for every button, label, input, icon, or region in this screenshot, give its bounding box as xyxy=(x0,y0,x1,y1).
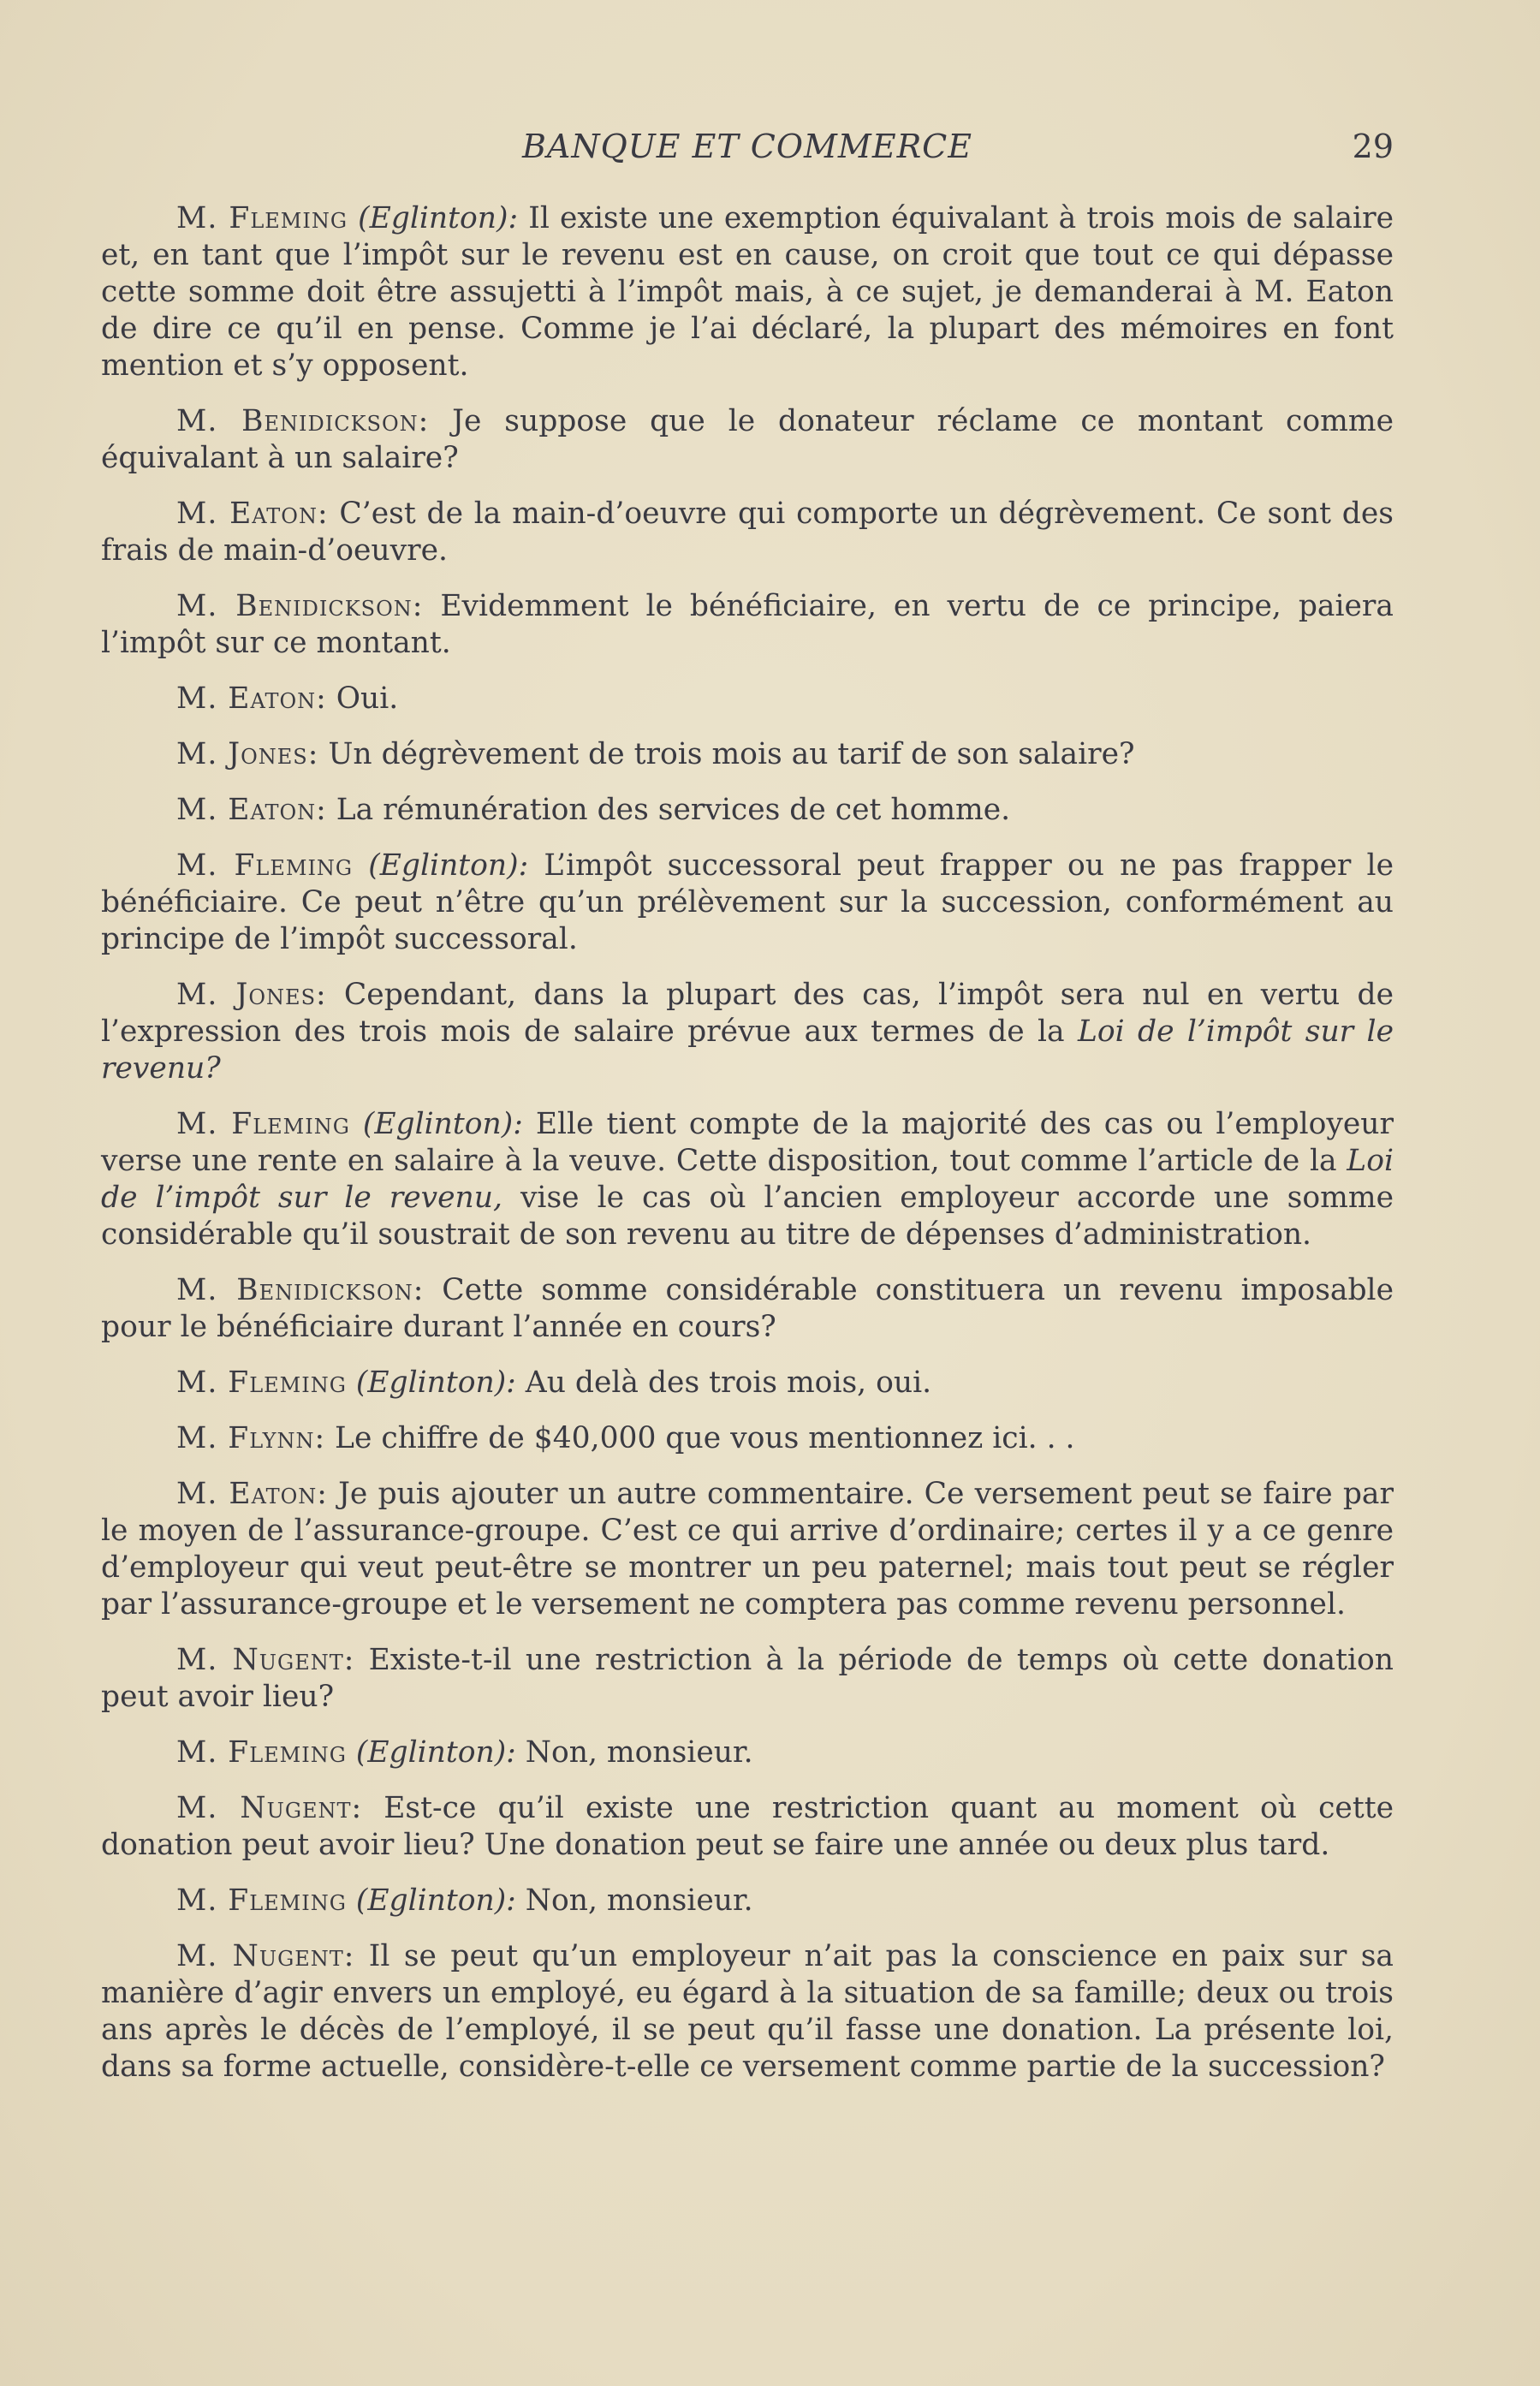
speech-text: Le chiffre de $40,000 que vous mentionnez ici. . . xyxy=(325,1421,1075,1455)
speech-text: Je puis ajouter un autre commentaire. Ce versement peut se faire par le moyen de l’assurance-groupe. C’est ce qui arrive d’ordinaire; certes il y a ce genre d’employeur qui veut peut-être se montrer un peu paternel; mais tout peut se régler par l’assurance-groupe et le versement ne comptera pas comme revenu personnel. xyxy=(101,1477,1394,1621)
speaker-name: M. Jones: xyxy=(176,978,327,1012)
speaker-riding: (Eglinton): xyxy=(346,1883,516,1918)
speech-paragraph xyxy=(101,1365,1394,1401)
law-title: Loi de l’impôt sur le revenu, xyxy=(101,1144,1394,1215)
transcript-body xyxy=(101,200,1394,2104)
speech-paragraph xyxy=(101,736,1394,773)
speech-paragraph xyxy=(101,792,1394,829)
speaker-name: M. Fleming xyxy=(176,1735,347,1770)
speech-text: Au delà des trois mois, oui. xyxy=(515,1366,932,1400)
speech-paragraph xyxy=(101,1938,1394,2086)
running-title: BANQUE ET COMMERCE xyxy=(522,128,972,165)
speech-text: Est-ce qu’il existe une restriction quant au moment où cette donation peut avoir lieu? Une donation peut se faire une année ou deux plus tard. xyxy=(101,1791,1394,1862)
page-header xyxy=(101,122,1394,171)
speaker-name: M. Nugent: xyxy=(176,1643,355,1677)
speech-paragraph xyxy=(101,848,1394,958)
speaker-name: M. Eaton: xyxy=(176,793,327,827)
speech-paragraph xyxy=(101,1642,1394,1716)
speech-paragraph xyxy=(101,1106,1394,1253)
speaker-name: M. Nugent: xyxy=(176,1791,363,1825)
speaker-name: M. Fleming xyxy=(176,1107,350,1141)
speaker-riding: (Eglinton): xyxy=(346,1366,516,1400)
speech-text: Non, monsieur. xyxy=(515,1735,753,1770)
speaker-name: M. Flynn: xyxy=(176,1421,326,1455)
speaker-name: M. Eaton: xyxy=(176,1477,328,1511)
speech-text: Cette somme considérable constituera un revenu imposable pour le bénéficiaire durant l’année en cours? xyxy=(101,1273,1394,1344)
speech-text: Il existe une exemption équivalant à trois mois de salaire et, en tant que l’impôt sur le revenu est en cause, on croit que tout ce qui dépasse cette somme doit être assujetti à l’impôt mais, à ce sujet, je demanderai à M. Eaton de dire ce qu’il en pense. Comme je l’ai déclaré, la plupart des mémoires en font mention et s’y opposent. xyxy=(101,201,1394,383)
speech-text: Un dégrèvement de trois mois au tarif de son salaire? xyxy=(318,737,1135,771)
speech-text: L’impôt successoral peut frapper ou ne pas frapper le bénéficiaire. Ce peut n’être qu’un prélèvement sur la succession, conformément au principe de l’impôt successoral. xyxy=(101,848,1394,956)
speech-text: Je suppose que le donateur réclame ce montant comme équivalant à un salaire? xyxy=(101,404,1394,475)
speech-paragraph xyxy=(101,1420,1394,1457)
speaker-riding: (Eglinton): xyxy=(346,1735,516,1770)
speech-text: Non, monsieur. xyxy=(515,1883,753,1918)
speaker-name: M. Benidickson: xyxy=(176,589,424,623)
speaker-riding: (Eglinton): xyxy=(349,1107,523,1141)
speaker-name: M. Fleming xyxy=(176,201,348,235)
speaker-name: M. Eaton: xyxy=(176,681,327,716)
speaker-name: M. Nugent: xyxy=(176,1939,355,1973)
speech-paragraph xyxy=(101,496,1394,569)
speaker-name: M. Fleming xyxy=(176,1366,347,1400)
page-number: 29 xyxy=(1352,128,1394,165)
speech-paragraph xyxy=(101,1790,1394,1864)
speech-text: La rémunération des services de cet homme. xyxy=(326,793,1011,827)
speaker-name: M. Eaton: xyxy=(176,497,329,531)
speaker-name: M. Benidickson: xyxy=(176,1273,425,1307)
speaker-riding: (Eglinton): xyxy=(348,201,519,235)
speech-text: C’est de la main-d’oeuvre qui comporte un dégrèvement. Ce sont des frais de main-d’oeuvre. xyxy=(101,497,1394,568)
speaker-riding: (Eglinton): xyxy=(353,848,529,883)
speaker-name: M. Fleming xyxy=(176,848,354,883)
law-title: Loi de l’impôt sur le revenu? xyxy=(101,1014,1394,1086)
speech-text: Cependant, dans la plupart des cas, l’impôt sera nul en vertu de l’expression des trois mois de salaire prévue aux termes de la xyxy=(101,978,1394,1049)
speech-text-after: vise le cas où l’ancien employeur accorde une somme considérable qu’il soustrait de son revenu au titre de dépenses d’administration. xyxy=(101,1181,1394,1252)
speaker-name: M. Benidickson: xyxy=(176,404,430,438)
speaker-name: M. Fleming xyxy=(176,1883,347,1918)
speech-text: Elle tient compte de la majorité des cas ou l’employeur verse une rente en salaire à la veuve. Cette disposition, tout comme l’article de la xyxy=(101,1107,1394,1178)
speech-paragraph xyxy=(101,977,1394,1087)
speech-text: Existe-t-il une restriction à la période de temps où cette donation peut avoir lieu? xyxy=(101,1643,1394,1714)
speech-paragraph xyxy=(101,681,1394,717)
speaker-name: M. Jones: xyxy=(176,737,319,771)
speech-paragraph xyxy=(101,1476,1394,1623)
speech-paragraph xyxy=(101,588,1394,662)
speech-paragraph xyxy=(101,1883,1394,1919)
speech-text: Evidemment le bénéficiaire, en vertu de ce principe, paiera l’impôt sur ce montant. xyxy=(101,589,1394,660)
speech-paragraph xyxy=(101,200,1394,384)
speech-paragraph xyxy=(101,1734,1394,1771)
speech-paragraph xyxy=(101,1272,1394,1346)
speech-text: Il se peut qu’un employeur n’ait pas la conscience en paix sur sa manière d’agir envers un employé, eu égard à la situation de sa famille; deux ou trois ans après le décès de l’employé, il se peut qu’il fasse une donation. La présente loi, dans sa forme actuelle, considère-t-elle ce versement comme partie de la succession? xyxy=(101,1939,1394,2084)
speech-paragraph xyxy=(101,403,1394,477)
speech-text: Oui. xyxy=(326,681,399,716)
